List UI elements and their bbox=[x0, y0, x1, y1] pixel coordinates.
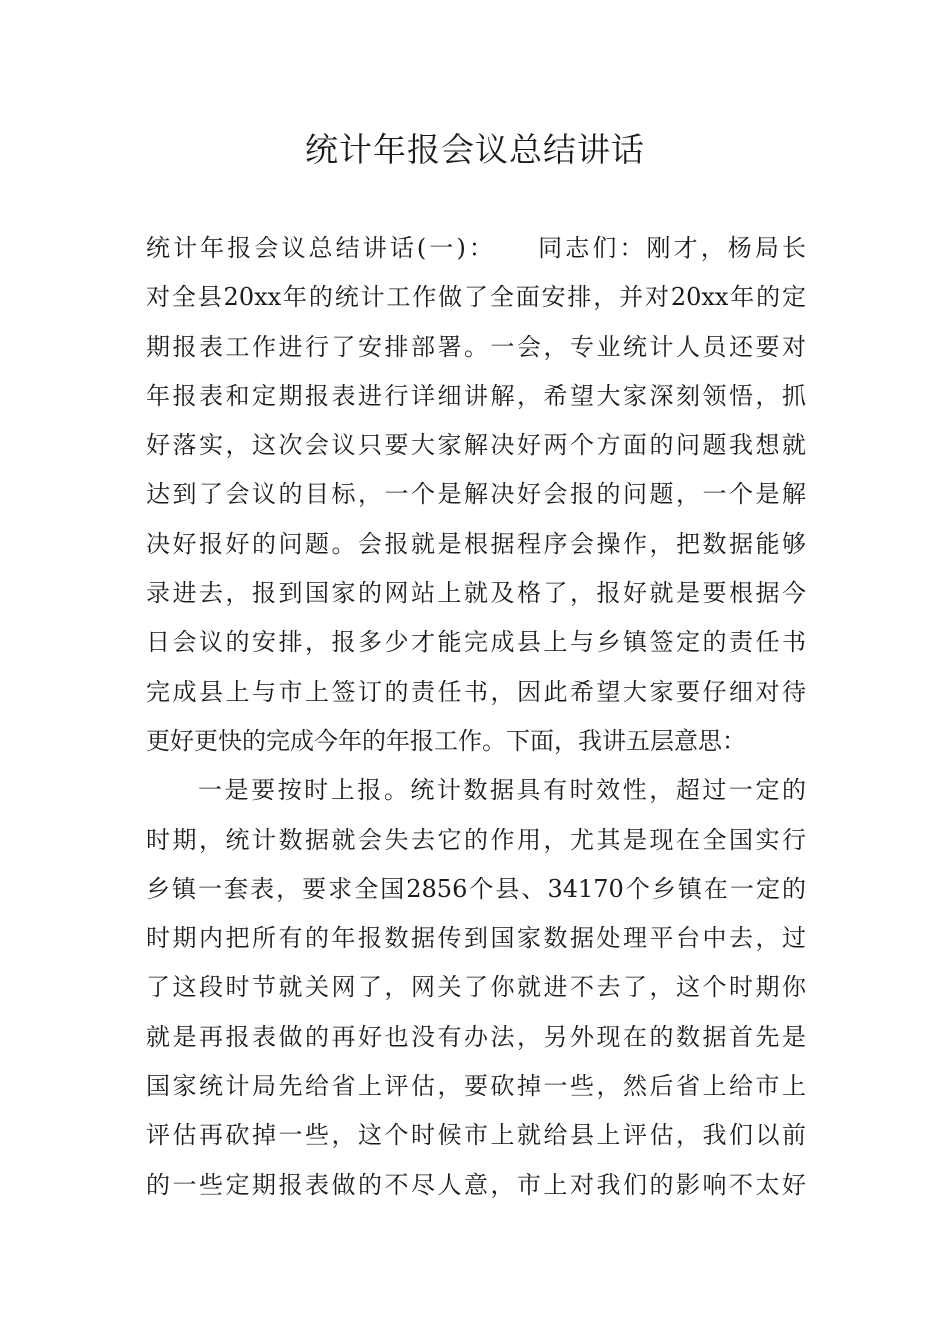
paragraph-line: 国家统计局先给省上评估，要砍掉一些，然后省上给市上 bbox=[146, 1072, 806, 1101]
paragraph-line: 年报表和定期报表进行详细讲解，希望大家深刻领悟，抓 bbox=[146, 381, 806, 410]
paragraph-line: 时期，统计数据就会失去它的作用，尤其是现在全国实行 bbox=[146, 825, 806, 854]
paragraph-line: 决好报好的问题。会报就是根据程序会操作，把数据能够 bbox=[146, 529, 806, 558]
paragraph-line: 时期内把所有的年报数据传到国家数据处理平台中去，过 bbox=[146, 924, 806, 953]
paragraph-line: 的一些定期报表做的不尽人意，市上对我们的影响不太好 bbox=[146, 1170, 806, 1199]
paragraph-line: 了这段时节就关网了，网关了你就进不去了，这个时期你 bbox=[146, 973, 806, 1002]
paragraph-line: 完成县上与市上签订的责任书，因此希望大家要仔细对待 bbox=[146, 677, 806, 706]
paragraph-line: 就是再报表做的再好也没有办法，另外现在的数据首先是 bbox=[146, 1022, 806, 1051]
paragraph-line: 录进去，报到国家的网站上就及格了，报好就是要根据今 bbox=[146, 579, 806, 608]
paragraph-line: 一是要按时上报。统计数据具有时效性，超过一定的 bbox=[198, 776, 806, 805]
paragraph-line: 日会议的安排，报多少才能完成县上与乡镇签定的责任书 bbox=[146, 628, 806, 657]
paragraph-line: 更好更快的完成今年的年报工作。下面，我讲五层意思： bbox=[146, 726, 746, 755]
page-title: 统计年报会议总结讲话 bbox=[305, 130, 645, 169]
document-body bbox=[146, 224, 806, 1210]
paragraph-line: 对全县20xx年的统计工作做了全面安排，并对20xx年的定 bbox=[146, 283, 806, 312]
paragraph-line: 评估再砍掉一些，这个时候市上就给县上评估，我们以前 bbox=[146, 1121, 806, 1150]
paragraph-line: 期报表工作进行了安排部署。一会，专业统计人员还要对 bbox=[146, 332, 806, 361]
paragraph-line: 达到了会议的目标，一个是解决好会报的问题，一个是解 bbox=[146, 480, 806, 509]
paragraph-line: 统计年报会议总结讲话(一)： 同志们：刚才，杨局长 bbox=[146, 234, 806, 262]
paragraph-line: 好落实，这次会议只要大家解决好两个方面的问题我想就 bbox=[146, 431, 806, 460]
paragraph-line: 乡镇一套表，要求全国2856个县、34170个乡镇在一定的 bbox=[146, 874, 806, 903]
